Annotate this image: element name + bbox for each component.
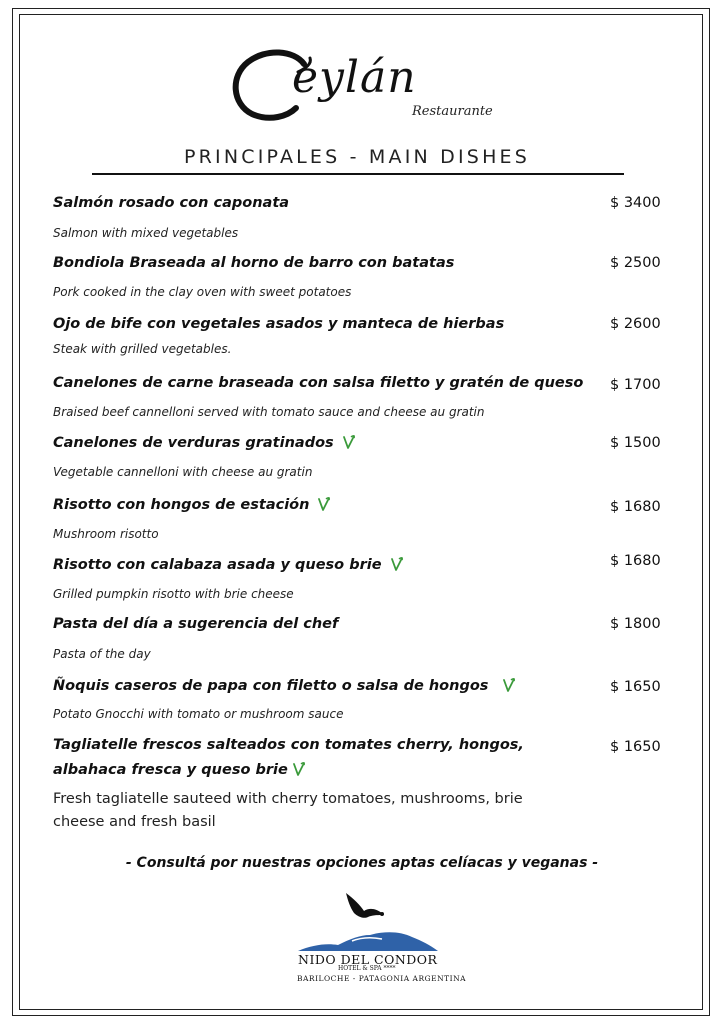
dish-name: Salmón rosado con caponata	[53, 195, 290, 211]
dish-price: $ 1680	[610, 553, 661, 569]
dish-description: Pork cooked in the clay oven with sweet potatoes	[53, 285, 352, 299]
dish-description: Braised beef cannelloni served with tomato sauce and cheese au gratin	[53, 405, 485, 419]
dish-price: $ 1650	[610, 739, 661, 755]
dish-price: $ 2600	[610, 316, 661, 332]
dish-description: Vegetable cannelloni with cheese au gratin	[53, 465, 313, 479]
dish-description: Grilled pumpkin risotto with brie cheese	[53, 587, 294, 601]
dish-name: Canelones de verduras gratinados	[53, 434, 356, 451]
leaf-v-icon	[317, 496, 331, 512]
dish-description: Fresh tagliatelle sauteed with cherry tomatoes, mushrooms, brie cheese and fresh basil	[53, 791, 523, 830]
dish-description: Potato Gnocchi with tomato or mushroom sauce	[53, 707, 344, 721]
leaf-v-icon	[342, 434, 356, 450]
dish-description: Salmon with mixed vegetables	[53, 226, 239, 240]
dish-name: Risotto con calabaza asada y queso brie	[53, 556, 404, 573]
dish-price: $ 1650	[610, 679, 661, 695]
dish-name: Bondiola Braseada al horno de barro con batatas	[53, 255, 455, 271]
dish-name: Canelones de carne braseada con salsa filetto y gratén de queso	[53, 375, 584, 391]
dish-description: Steak with grilled vegetables.	[53, 342, 232, 356]
title-divider	[92, 173, 624, 175]
dish-name: Ojo de bife con vegetales asados y manteca de hierbas	[53, 316, 505, 332]
dish-description: Mushroom risotto	[53, 527, 159, 541]
dish-name: Pasta del día a sugerencia del chef	[53, 616, 339, 632]
dish-name-line2: albahaca fresca y queso brie	[53, 761, 306, 778]
condor-bird-icon	[292, 885, 440, 955]
restaurant-logo	[226, 42, 506, 138]
section-title: PRINCIPALES - MAIN DISHES	[183, 146, 531, 168]
dish-description: Pasta of the day	[53, 647, 151, 661]
dish-price: $ 1800	[610, 616, 661, 632]
logo-wordmark: eylán	[292, 52, 417, 103]
dish-price: $ 1500	[610, 435, 661, 451]
leaf-v-icon	[502, 677, 516, 693]
logo-subtitle: Restaurante	[412, 104, 493, 119]
dish-name: Ñoquis caseros de papa con filetto o salsa de hongos	[53, 677, 516, 694]
dish-price: $ 1700	[610, 377, 661, 393]
dish-price: $ 3400	[610, 195, 661, 211]
brand-location: BARILOCHE - PATAGONIA ARGENTINA	[297, 974, 467, 983]
dish-price: $ 1680	[610, 499, 661, 515]
dish-name-line1: Tagliatelle frescos salteados con tomates cherry, hongos,	[53, 737, 524, 753]
hotel-brand-logo	[292, 885, 467, 995]
dish-name: Risotto con hongos de estación	[53, 496, 331, 513]
brand-hotel-line: HOTEL & SPA ****	[338, 965, 396, 972]
leaf-v-icon	[390, 556, 404, 572]
dish-price: $ 2500	[610, 255, 661, 271]
brand-name: NIDO DEL CONDOR	[298, 952, 438, 967]
leaf-v-icon	[292, 761, 306, 777]
dietary-note: - Consultá por nuestras opciones aptas celíacas y veganas -	[125, 855, 599, 871]
